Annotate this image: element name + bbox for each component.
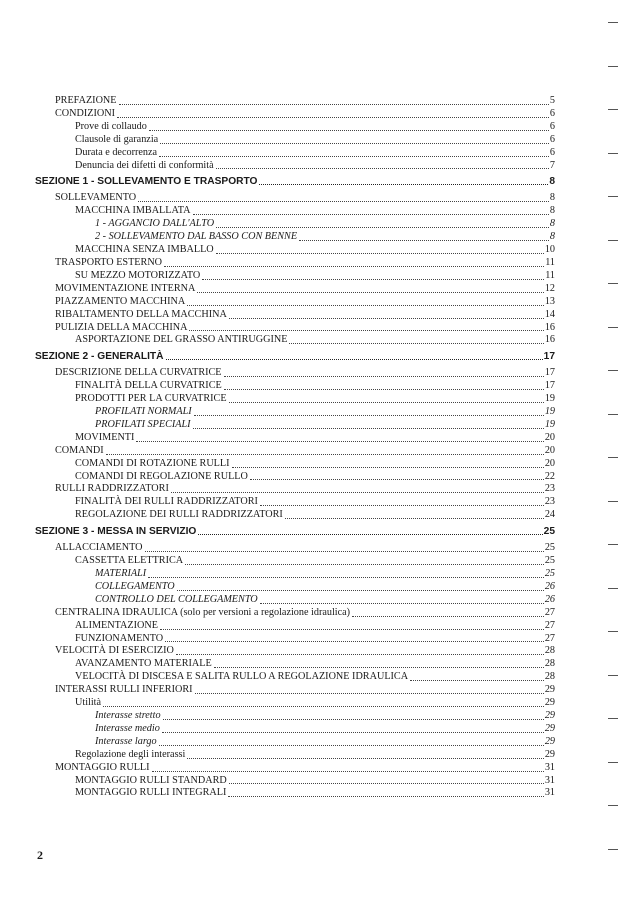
edge-mark (608, 109, 618, 110)
toc-entry-page: 26 (544, 580, 555, 592)
toc-entry[interactable] (35, 509, 555, 522)
toc-entry[interactable] (35, 607, 555, 620)
toc-entry-page: 16 (544, 334, 555, 346)
toc-entry[interactable] (35, 108, 555, 121)
toc-entry-page: 13 (544, 295, 555, 307)
toc-entry-title: ALLACCIAMENTO (55, 542, 143, 554)
toc-entry[interactable] (35, 393, 555, 406)
toc-entry-title: TRASPORTO ESTERNO (55, 256, 163, 268)
toc-entry-page: 25 (543, 526, 555, 538)
edge-mark (608, 501, 618, 502)
toc-entry[interactable] (35, 555, 555, 568)
dot-leader (229, 310, 544, 319)
toc-entry[interactable] (35, 458, 555, 471)
dot-leader (216, 160, 549, 169)
toc-entry-title: Clausole di garanzia (75, 133, 159, 145)
dot-leader (177, 582, 544, 591)
toc-entry[interactable] (35, 710, 555, 723)
dot-leader (410, 672, 544, 681)
toc-entry-page: 6 (549, 120, 555, 132)
toc-entry[interactable] (35, 283, 555, 296)
toc-entry-page: 8 (549, 231, 555, 243)
toc-entry-page: 29 (544, 684, 555, 696)
toc-entry[interactable] (35, 542, 555, 555)
dot-leader (198, 526, 542, 535)
toc-entry-page: 20 (544, 431, 555, 443)
toc-entry[interactable] (35, 231, 555, 244)
toc-entry-page: 17 (544, 380, 555, 392)
toc-entry-page: 25 (544, 542, 555, 554)
toc-entry-title: CASSETTA ELETTRICA (75, 555, 184, 567)
dot-leader (185, 556, 544, 565)
toc-entry[interactable] (35, 762, 555, 775)
toc-entry-title: COLLEGAMENTO (95, 580, 175, 592)
dot-leader (229, 775, 544, 784)
toc-entry[interactable] (35, 432, 555, 445)
dot-leader (106, 446, 544, 455)
toc-entry-title: Durata e decorrenza (75, 146, 158, 158)
dot-leader (232, 459, 544, 468)
toc-entry[interactable] (35, 684, 555, 697)
edge-mark (608, 240, 618, 241)
dot-leader (224, 381, 544, 390)
toc-entry-page: 23 (544, 496, 555, 508)
dot-leader (193, 420, 544, 429)
toc-entry[interactable] (35, 671, 555, 684)
dot-leader (148, 569, 544, 578)
toc-entry[interactable] (35, 134, 555, 147)
toc-entry[interactable] (35, 658, 555, 671)
toc-entry-title: MOVIMENTI (75, 431, 135, 443)
dot-leader (214, 659, 544, 668)
toc-entry-page: 19 (544, 406, 555, 418)
dot-leader (163, 711, 544, 720)
toc-entry-title: CONDIZIONI (55, 107, 115, 119)
edge-mark (608, 196, 618, 197)
toc-entry-title: SEZIONE 3 - MESSA IN SERVIZIO (35, 526, 197, 538)
toc-entry-title: REGOLAZIONE DEI RULLI RADDRIZZATORI (75, 509, 283, 521)
toc-entry-page: 28 (544, 658, 555, 670)
toc-entry-title: PROFILATI SPECIALI (95, 418, 191, 430)
toc-entry[interactable] (35, 334, 555, 347)
toc-entry-title: PULIZIA DELLA MACCHINA (55, 321, 188, 333)
toc-section-heading[interactable] (35, 175, 555, 188)
toc-entry-page: 8 (549, 205, 555, 217)
toc-entry[interactable] (35, 309, 555, 322)
dot-leader (228, 788, 543, 797)
edge-mark (608, 457, 618, 458)
toc-entry-title: VELOCITÀ DI DISCESA E SALITA RULLO A REGOLAZIONE IDRAULICA (75, 671, 409, 683)
dot-leader (165, 633, 544, 642)
dot-leader (229, 394, 544, 403)
toc-entry-page: 8 (549, 192, 555, 204)
dot-leader (189, 322, 543, 331)
toc-entry-page: 29 (544, 709, 555, 721)
dot-leader (160, 135, 549, 144)
table-of-contents (35, 95, 555, 800)
dot-leader (285, 510, 544, 519)
dot-leader (202, 271, 544, 280)
toc-entry-page: 8 (549, 218, 555, 230)
toc-entry[interactable] (35, 147, 555, 160)
dot-leader (187, 297, 544, 306)
toc-entry-title: MONTAGGIO RULLI INTEGRALI (75, 787, 227, 799)
toc-entry-page: 5 (549, 95, 555, 106)
dot-leader (171, 484, 544, 493)
dot-leader (216, 219, 549, 228)
toc-entry[interactable] (35, 445, 555, 458)
toc-entry-title: Interasse largo (95, 735, 157, 747)
toc-entry-title: Interasse stretto (95, 709, 161, 721)
toc-entry[interactable] (35, 380, 555, 393)
toc-entry[interactable] (35, 419, 555, 432)
toc-entry-page: 20 (544, 444, 555, 456)
toc-entry[interactable] (35, 367, 555, 380)
dot-leader (166, 351, 543, 360)
toc-entry-title: 2 - SOLLEVAMENTO DAL BASSO CON BENNE (95, 231, 298, 243)
toc-entry-page: 22 (544, 470, 555, 482)
toc-entry-page: 31 (544, 774, 555, 786)
toc-entry-title: MACCHINA IMBALLATA (75, 205, 191, 217)
edge-mark (608, 718, 618, 719)
dot-leader (162, 724, 544, 733)
toc-entry[interactable] (35, 244, 555, 257)
toc-entry[interactable] (35, 620, 555, 633)
toc-entry-page: 11 (545, 269, 555, 281)
toc-entry-title: ALIMENTAZIONE (75, 619, 158, 631)
edge-mark (608, 675, 618, 676)
toc-entry-title: RIBALTAMENTO DELLA MACCHINA (55, 308, 227, 320)
toc-entry-title: AVANZAMENTO MATERIALE (75, 658, 212, 670)
edge-mark (608, 22, 618, 23)
toc-entry[interactable] (35, 645, 555, 658)
toc-entry-title: SU MEZZO MOTORIZZATO (75, 269, 201, 281)
dot-leader (136, 433, 543, 442)
toc-entry-page: 29 (544, 748, 555, 760)
toc-entry[interactable] (35, 723, 555, 736)
toc-entry-page: 17 (544, 367, 555, 379)
dot-leader (149, 122, 549, 131)
edge-mark (608, 588, 618, 589)
toc-entry-title: 1 - AGGANCIO DALL'ALTO (95, 218, 215, 230)
toc-entry-title: CONTROLLO DEL COLLEGAMENTO (95, 593, 258, 605)
dot-leader (299, 232, 549, 241)
toc-entry-page: 26 (544, 593, 555, 605)
dot-leader (138, 193, 549, 202)
dot-leader (160, 621, 544, 630)
dot-leader (117, 109, 549, 118)
edge-mark (608, 849, 618, 850)
toc-entry[interactable] (35, 218, 555, 231)
toc-entry-title: INTERASSI RULLI INFERIORI (55, 684, 193, 696)
dot-leader (352, 608, 544, 617)
toc-entry[interactable] (35, 95, 555, 108)
dot-leader (224, 368, 544, 377)
toc-entry-page: 16 (544, 321, 555, 333)
toc-entry-title: FUNZIONAMENTO (75, 632, 164, 644)
edge-mark (608, 283, 618, 284)
toc-entry[interactable] (35, 471, 555, 484)
dot-leader (187, 750, 543, 759)
toc-entry-page: 12 (544, 282, 555, 294)
dot-leader (159, 148, 549, 157)
toc-entry-title: CENTRALINA IDRAULICA (solo per versioni a regolazione idraulica) (55, 606, 351, 618)
toc-entry-page: 27 (544, 606, 555, 618)
toc-entry[interactable] (35, 205, 555, 218)
dot-leader (164, 258, 544, 267)
toc-entry-page: 28 (544, 671, 555, 683)
toc-entry-page: 29 (544, 735, 555, 747)
dot-leader (119, 96, 549, 105)
toc-entry-page: 10 (544, 244, 555, 256)
edge-mark (608, 414, 618, 415)
toc-entry-title: PRODOTTI PER LA CURVATRICE (75, 393, 227, 405)
dot-leader (194, 407, 544, 416)
edge-mark (608, 153, 618, 154)
dot-leader (197, 284, 543, 293)
toc-entry-page: 8 (549, 176, 555, 188)
dot-leader (216, 245, 544, 254)
toc-entry-title: Interasse medio (95, 722, 160, 734)
toc-entry-title: SEZIONE 2 - GENERALITÀ (35, 351, 164, 363)
toc-entry-title: FINALITÀ DELLA CURVATRICE (75, 380, 222, 392)
toc-entry-page: 25 (544, 568, 555, 579)
toc-entry[interactable] (35, 257, 555, 270)
toc-entry-title: Regolazione degli interassi (75, 748, 186, 760)
toc-entry-title: Denuncia dei difetti di conformità (75, 159, 214, 171)
toc-entry-page: 27 (544, 632, 555, 644)
toc-entry-page: 28 (544, 645, 555, 657)
toc-entry-title: COMANDI (55, 444, 104, 456)
toc-entry[interactable] (35, 697, 555, 710)
dot-leader (250, 471, 544, 480)
toc-entry[interactable] (35, 775, 555, 788)
dot-leader (145, 543, 544, 552)
toc-entry-title: VELOCITÀ DI ESERCIZIO (55, 645, 174, 657)
toc-entry-title: Utilità (75, 697, 102, 709)
toc-entry-title: COMANDI DI ROTAZIONE RULLI (75, 457, 230, 469)
edge-mark (608, 805, 618, 806)
dot-leader (195, 685, 544, 694)
toc-entry-title: RULLI RADDRIZZATORI (55, 483, 169, 495)
toc-entry[interactable] (35, 787, 555, 800)
toc-entry[interactable] (35, 581, 555, 594)
toc-entry-page: 11 (545, 256, 555, 268)
toc-entry[interactable] (35, 749, 555, 762)
toc-entry-title: ASPORTAZIONE DEL GRASSO ANTIRUGGINE (75, 334, 288, 346)
toc-entry-page: 6 (549, 146, 555, 158)
toc-section-heading[interactable] (35, 350, 555, 363)
toc-entry-page: 24 (544, 509, 555, 521)
toc-entry-title: PROFILATI NORMALI (95, 406, 192, 418)
toc-entry-page: 19 (544, 418, 555, 430)
dot-leader (260, 497, 544, 506)
toc-entry-page: 7 (549, 159, 555, 171)
edge-mark (608, 327, 618, 328)
toc-entry-page: 6 (549, 107, 555, 119)
toc-entry[interactable] (35, 568, 555, 581)
toc-entry-title: MOVIMENTAZIONE INTERNA (55, 282, 196, 294)
toc-entry[interactable] (35, 270, 555, 283)
toc-entry-page: 29 (544, 697, 555, 709)
toc-entry-page: 23 (544, 483, 555, 495)
toc-entry-title: MONTAGGIO RULLI (55, 761, 150, 773)
toc-entry-page: 14 (544, 308, 555, 320)
toc-entry[interactable] (35, 483, 555, 496)
toc-entry[interactable] (35, 633, 555, 646)
toc-entry[interactable] (35, 322, 555, 335)
toc-entry-title: COMANDI DI REGOLAZIONE RULLO (75, 470, 248, 482)
toc-entry[interactable] (35, 296, 555, 309)
edge-mark (608, 631, 618, 632)
toc-entry-title: SOLLEVAMENTO (55, 192, 137, 204)
toc-entry-title: PIAZZAMENTO MACCHINA (55, 295, 186, 307)
toc-entry[interactable] (35, 496, 555, 509)
toc-entry-title: MACCHINA SENZA IMBALLO (75, 244, 214, 256)
dot-leader (152, 763, 544, 772)
toc-entry[interactable] (35, 594, 555, 607)
edge-mark (608, 544, 618, 545)
toc-entry[interactable] (35, 736, 555, 749)
toc-entry-page: 20 (544, 457, 555, 469)
dot-leader (260, 595, 544, 604)
edge-mark (608, 370, 618, 371)
dot-leader (159, 737, 544, 746)
edge-mark (608, 66, 618, 67)
toc-entry-page: 25 (544, 555, 555, 567)
toc-entry-page: 17 (543, 351, 555, 363)
edge-mark (608, 762, 618, 763)
toc-entry-title: SEZIONE 1 - SOLLEVAMENTO E TRASPORTO (35, 176, 258, 188)
toc-entry-page: 27 (544, 619, 555, 631)
dot-leader (259, 176, 548, 185)
toc-entry-page: 6 (549, 133, 555, 145)
toc-entry-title: MONTAGGIO RULLI STANDARD (75, 774, 227, 786)
toc-entry-page: 31 (544, 761, 555, 773)
toc-entry[interactable] (35, 160, 555, 173)
dot-leader (193, 206, 549, 215)
toc-entry-page: 19 (544, 393, 555, 405)
dot-leader (289, 335, 543, 344)
dot-leader (103, 698, 544, 707)
toc-entry[interactable] (35, 192, 555, 205)
toc-entry-page: 31 (544, 787, 555, 799)
toc-entry-title: Prove di collaudo (75, 120, 147, 132)
toc-entry-title: PREFAZIONE (55, 95, 117, 106)
toc-entry[interactable] (35, 121, 555, 134)
toc-entry[interactable] (35, 406, 555, 419)
toc-section-heading[interactable] (35, 525, 555, 538)
toc-entry-title: FINALITÀ DEI RULLI RADDRIZZATORI (75, 496, 258, 508)
toc-entry-page: 29 (544, 722, 555, 734)
toc-entry-title: DESCRIZIONE DELLA CURVATRICE (55, 367, 222, 379)
dot-leader (176, 646, 544, 655)
toc-entry-title: MATERIALI (95, 568, 147, 579)
page-number: 2 (37, 848, 43, 862)
